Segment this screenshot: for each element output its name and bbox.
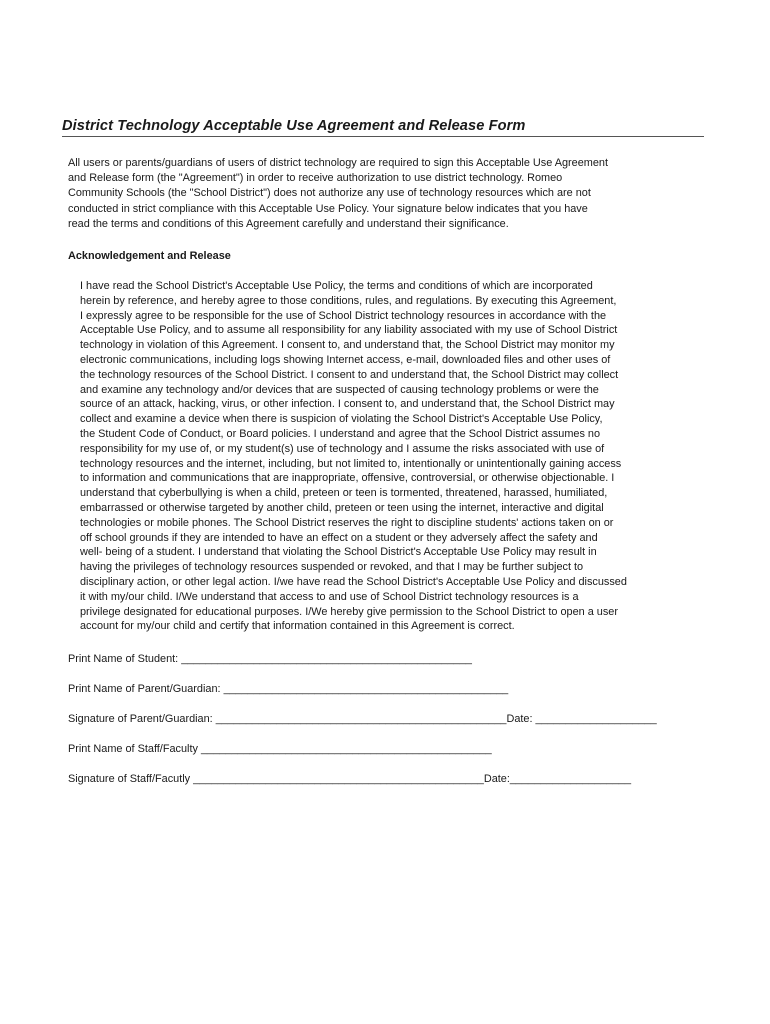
body-line: the technology resources of the School District. I consent to and understand that, the School District may collect — [80, 368, 619, 381]
intro-line: read the terms and conditions of this Agreement carefully and understand their significance. — [68, 217, 509, 230]
body-line: embarrassed or otherwise targeted by another child, preteen or teen using the internet, interactive and digital — [80, 501, 604, 514]
body-line: it with my/our child. I/We understand that access to and use of School District technology resources is a — [80, 590, 579, 603]
staff-signature-field[interactable]: Signature of Staff/Facutly ________________________________________________Date:____________________ — [68, 773, 632, 785]
body-line: understand that cyberbullying is when a child, preteen or teen is tormented, threatened, harassed, humiliated, — [80, 487, 608, 500]
body-line: disciplinary action, or other legal action. I/we have read the School District's Acceptable Use Policy and discussed — [80, 575, 627, 588]
form-title: District Technology Acceptable Use Agreement and Release Form — [62, 118, 704, 137]
body-line: well- being of a student. I understand that violating the School District's Acceptable Use Policy may result in — [80, 546, 597, 559]
parent-name-field[interactable]: Print Name of Parent/Guardian: _______________________________________________ — [68, 683, 509, 695]
signature-fields — [68, 652, 708, 802]
body-line: technology resources and the internet, including, but not limited to, intentionally or unintentionally gaining access — [80, 457, 622, 470]
body-line: electronic communications, including logs showing Internet access, e-mail, downloaded files and other uses of — [80, 353, 611, 366]
body-line: the Student Code of Conduct, or Board policies. I understand and agree that the School District assumes no — [80, 427, 601, 440]
acknowledgement-paragraph — [80, 279, 705, 634]
body-line: I expressly agree to be responsible for the use of School District technology resources in accordance with the — [80, 309, 607, 322]
body-line: and examine any technology and/or devices that are suspected of causing technology problems or were the — [80, 383, 599, 396]
intro-line: All users or parents/guardians of users of district technology are required to sign this Acceptable Use Agreement — [68, 157, 608, 169]
body-line: responsibility for my use of, or my student(s) use of technology and I assume the risks associated with use of — [80, 442, 605, 455]
body-line: account for my/our child and certify that information contained in this Agreement is correct. — [80, 620, 515, 633]
body-line: privilege designated for educational purposes. I/We hereby give permission to the School District to open a user — [80, 605, 618, 618]
body-line: having the privileges of technology resources suspended or revoked, and that I may be further subject to — [80, 561, 584, 574]
body-line: source of an attack, hacking, virus, or other infection. I consent to, and understand that, the School District may — [80, 398, 615, 411]
parent-signature-field[interactable]: Signature of Parent/Guardian: ________________________________________________Date: ____________________ — [68, 713, 657, 725]
intro-paragraph — [68, 156, 708, 232]
body-line: off school grounds if they are intended to have an effect on a student or they adversely affect the safety and — [80, 531, 598, 544]
staff-name-field[interactable]: Print Name of Staff/Faculty ________________________________________________ — [68, 743, 492, 755]
intro-line: conducted in strict compliance with this Acceptable Use Policy. Your signature below indicates that you have — [68, 202, 588, 215]
body-line: I have read the School District's Acceptable Use Policy, the terms and conditions of which are incorporated — [80, 280, 593, 292]
section-heading: Acknowledgement and Release — [68, 250, 231, 262]
body-line: to information and communications that are inappropriate, offensive, controversial, or otherwise objectionable. I — [80, 472, 615, 485]
intro-line: Community Schools (the "School District") does not authorize any use of technology resources which are not — [68, 187, 591, 200]
body-line: technologies or mobile phones. The School District reserves the right to discipline students' actions taken on or — [80, 516, 614, 529]
body-line: Acceptable Use Policy, and to assume all responsibility for any liability associated with my use of School District — [80, 324, 618, 337]
body-line: technology in violation of this Agreement. I consent to, and understand that, the School District may monitor my — [80, 339, 615, 352]
student-name-field[interactable]: Print Name of Student: ________________________________________________ — [68, 653, 472, 665]
intro-line: and Release form (the "Agreement") in order to receive authorization to use district technology. Romeo — [68, 172, 563, 185]
body-line: collect and examine a device when there is suspicion of violating the School District's Acceptable Use Policy, — [80, 413, 603, 426]
body-line: herein by reference, and hereby agree to those conditions, rules, and regulations. By executing this Agreement, — [80, 294, 617, 307]
